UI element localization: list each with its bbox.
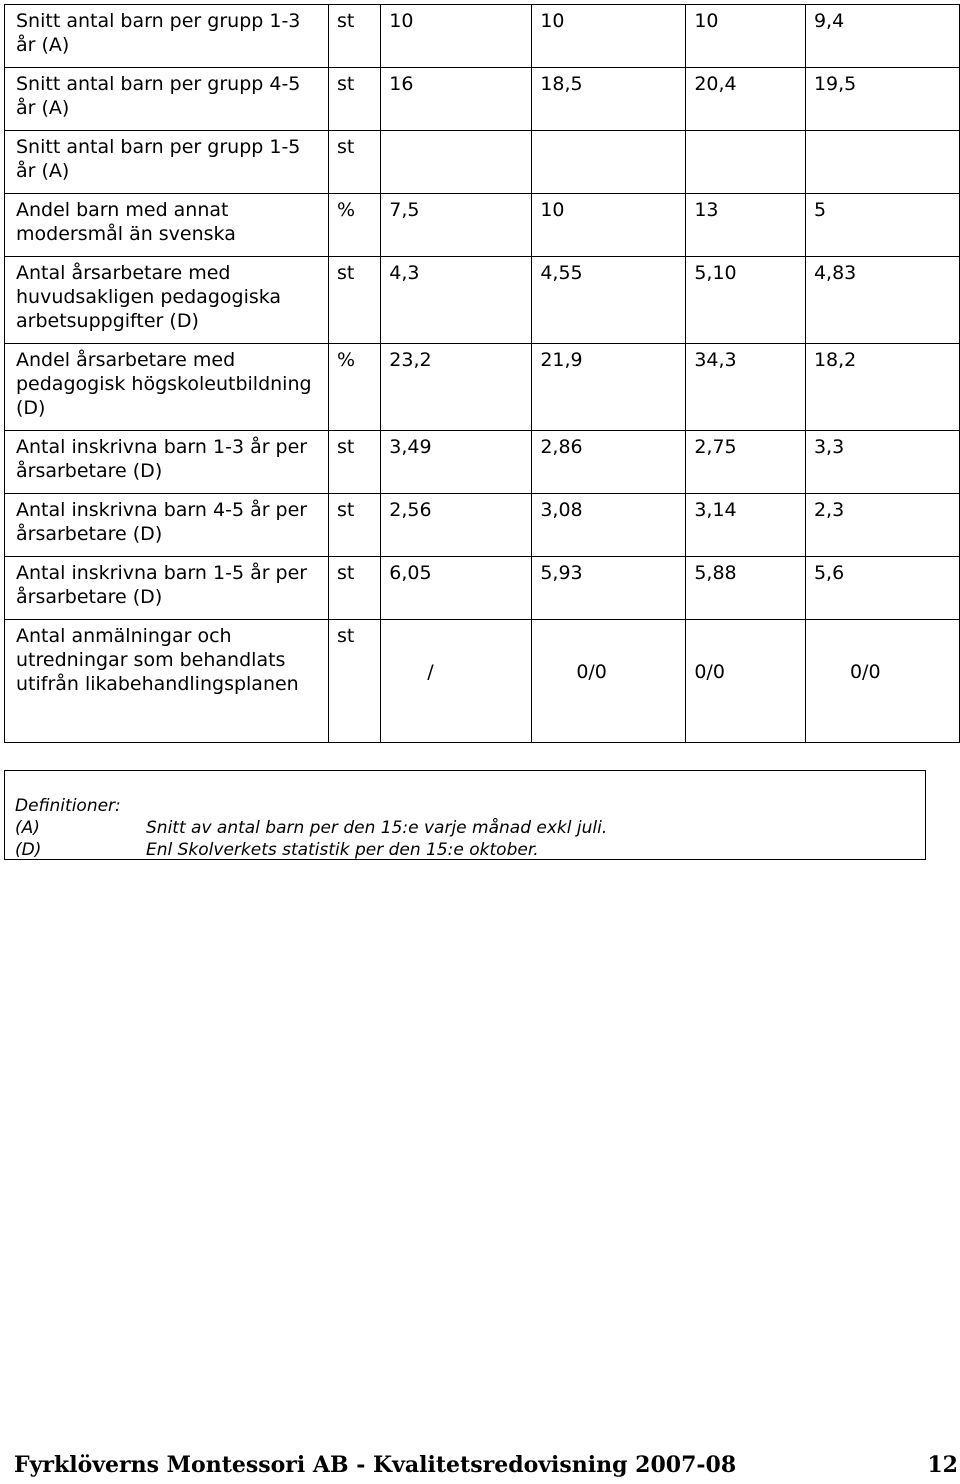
definitions-box <box>4 770 926 860</box>
value-cell: 10 <box>532 194 686 257</box>
definitions-heading: Definitioner: <box>15 796 121 816</box>
value-cell: 4,3 <box>381 257 532 344</box>
definition-item <box>15 817 925 839</box>
value-cell: 13 <box>686 194 806 257</box>
table-row <box>5 494 960 557</box>
value-cell: 2,56 <box>381 494 532 557</box>
table-row <box>5 131 960 194</box>
value-cell: 18,5 <box>532 68 686 131</box>
value-cell: 2,3 <box>805 494 959 557</box>
value-cell: 10 <box>381 5 532 68</box>
value-cell <box>686 131 806 194</box>
row-label: Antal inskrivna barn 4-5 år per årsarbetare (D) <box>5 494 329 557</box>
value-cell: 3,49 <box>381 431 532 494</box>
value-cell: 5,88 <box>686 557 806 620</box>
table-row <box>5 557 960 620</box>
value-cell: 3,08 <box>532 494 686 557</box>
value-cell <box>532 131 686 194</box>
table-row <box>5 68 960 131</box>
definition-text: Snitt av antal barn per den 15:e varje månad exkl juli. <box>146 818 608 838</box>
row-unit: st <box>328 494 380 557</box>
value-cell: 5 <box>805 194 959 257</box>
value-cell: 0/0 <box>805 620 959 743</box>
table-row <box>5 194 960 257</box>
value-cell: 6,05 <box>381 557 532 620</box>
value-cell <box>805 131 959 194</box>
value-cell: 19,5 <box>805 68 959 131</box>
value-cell: 23,2 <box>381 344 532 431</box>
value-cell: 5,93 <box>532 557 686 620</box>
value-cell: 5,10 <box>686 257 806 344</box>
row-unit: st <box>328 620 380 743</box>
row-label: Snitt antal barn per grupp 1-5 år (A) <box>5 131 329 194</box>
value-cell: 20,4 <box>686 68 806 131</box>
row-label: Antal inskrivna barn 1-3 år per årsarbetare (D) <box>5 431 329 494</box>
row-label: Snitt antal barn per grupp 4-5 år (A) <box>5 68 329 131</box>
table-row <box>5 620 960 743</box>
row-label: Andel årsarbetare med pedagogisk högskoleutbildning (D) <box>5 344 329 431</box>
table-row <box>5 431 960 494</box>
value-cell: 5,6 <box>805 557 959 620</box>
value-cell: 4,55 <box>532 257 686 344</box>
definition-text: Enl Skolverkets statistik per den 15:e oktober. <box>146 840 539 860</box>
value-cell: 3,3 <box>805 431 959 494</box>
row-label: Antal inskrivna barn 1-5 år per årsarbetare (D) <box>5 557 329 620</box>
definition-item <box>15 839 925 861</box>
value-cell: 0/0 <box>532 620 686 743</box>
row-label: Antal årsarbetare med huvudsakligen pedagogiska arbetsuppgifter (D) <box>5 257 329 344</box>
definition-key: (A) <box>15 818 40 838</box>
page-footer <box>14 1452 960 1478</box>
footer-title: Fyrklöverns Montessori AB - Kvalitetsredovisning 2007-08 <box>14 1452 737 1478</box>
table-row <box>5 5 960 68</box>
value-cell: / <box>381 620 532 743</box>
definition-key: (D) <box>15 840 42 860</box>
row-unit: st <box>328 131 380 194</box>
value-cell: 7,5 <box>381 194 532 257</box>
value-cell: 2,75 <box>686 431 806 494</box>
value-cell <box>381 131 532 194</box>
row-unit: st <box>328 431 380 494</box>
value-cell: 10 <box>686 5 806 68</box>
row-unit: st <box>328 257 380 344</box>
value-cell: 16 <box>381 68 532 131</box>
value-cell: 34,3 <box>686 344 806 431</box>
row-unit: st <box>328 5 380 68</box>
row-unit: % <box>328 194 380 257</box>
row-label: Andel barn med annat modersmål än svenska <box>5 194 329 257</box>
table-row <box>5 344 960 431</box>
statistics-table <box>4 4 960 743</box>
row-label: Antal anmälningar och utredningar som behandlats utifrån likabehandlingsplanen <box>5 620 329 743</box>
value-cell: 21,9 <box>532 344 686 431</box>
value-cell: 18,2 <box>805 344 959 431</box>
value-cell: 3,14 <box>686 494 806 557</box>
row-unit: % <box>328 344 380 431</box>
row-unit: st <box>328 557 380 620</box>
row-label: Snitt antal barn per grupp 1-3 år (A) <box>5 5 329 68</box>
page-number: 12 <box>927 1452 958 1478</box>
value-cell: 2,86 <box>532 431 686 494</box>
row-unit: st <box>328 68 380 131</box>
value-cell: 4,83 <box>805 257 959 344</box>
value-cell: 10 <box>532 5 686 68</box>
value-cell: 0/0 <box>686 620 806 743</box>
table-row <box>5 257 960 344</box>
value-cell: 9,4 <box>805 5 959 68</box>
